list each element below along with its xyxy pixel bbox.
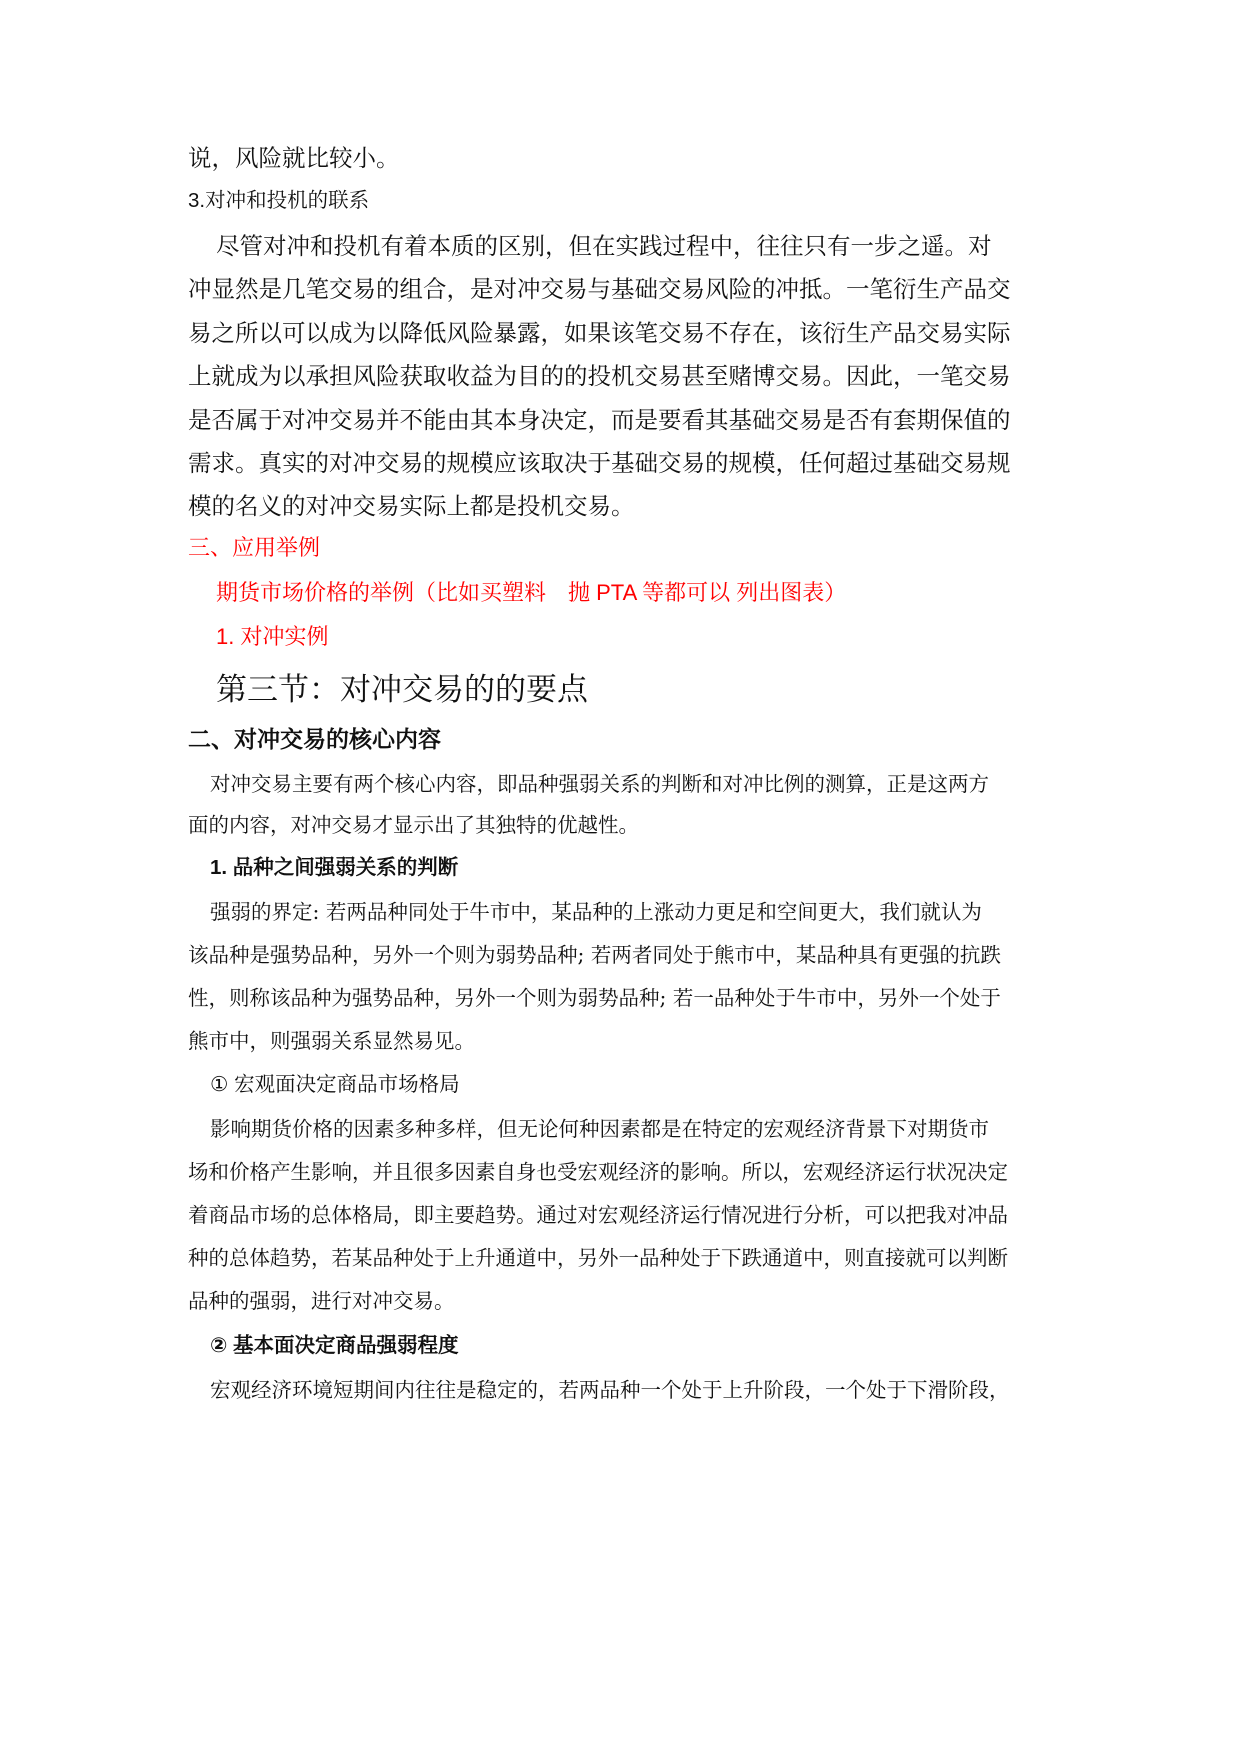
paragraph-line: 熊市中，则强弱关系显然易见。 [188,1029,475,1053]
heading-application-examples: 三、应用举例 [188,535,321,560]
subheading-hedge-speculation-relation: 3.对冲和投机的联系 [188,189,370,212]
paragraph-line: 宏观经济环境短期间内往往是稳定的，若两品种一个处于上升阶段，一个处于下滑阶段， [210,1378,1010,1402]
section-title: 第三节：对冲交易的的要点 [216,672,588,708]
paragraph-line: 面的内容，对冲交易才显示出了其独特的优越性。 [188,813,639,837]
paragraph-line: 品种的强弱，进行对冲交易。 [188,1289,455,1313]
list-item-hedge-example: 1. 对冲实例 [216,624,329,649]
heading-core-content: 二、对冲交易的核心内容 [188,726,441,752]
paragraph-line: 性，则称该品种为强势品种，另外一个则为弱势品种; 若一品种处于牛市中，另外一个处于 [188,986,1001,1010]
subheading-strength-judgment: 1. 品种之间强弱关系的判断 [210,856,459,879]
paragraph-line: 该品种是强势品种，另外一个则为弱势品种; 若两者同处于熊市中，某品种具有更强的抗跌 [188,943,1001,967]
paragraph-line: 是否属于对冲交易并不能由其本身决定，而是要看其基础交易是否有套期保值的 [188,406,1011,434]
paragraph-line: 上就成为以承担风险获取收益为目的的投机交易甚至赌博交易。因此，一笔交易 [188,362,1011,390]
text-line: 说，风险就比较小。 [188,144,400,172]
paragraph-line: 易之所以可以成为以降低风险暴露，如果该笔交易不存在，该衍生产品交易实际 [188,319,1011,347]
paragraph-line: 对冲交易主要有两个核心内容，即品种强弱关系的判断和对冲比例的测算，正是这两方 [210,772,989,796]
paragraph-line: 场和价格产生影响，并且很多因素自身也受宏观经济的影响。所以，宏观经济运行状况决定 [188,1160,1008,1184]
paragraph-line: 影响期货价格的因素多种多样，但无论何种因素都是在特定的宏观经济背景下对期货市 [210,1117,989,1141]
paragraph-line: 尽管对冲和投机有着本质的区别，但在实践过程中，往往只有一步之遥。对 [216,232,992,260]
paragraph-line: 冲显然是几笔交易的组合，是对冲交易与基础交易风险的冲抵。一笔衍生产品交 [188,275,1011,303]
subheading-fundamentals: ② 基本面决定商品强弱程度 [210,1334,459,1357]
paragraph-line: 强弱的界定: 若两品种同处于牛市中，某品种的上涨动力更足和空间更大，我们就认为 [210,900,982,924]
paragraph-line: 种的总体趋势，若某品种处于上升通道中，另外一品种处于下跌通道中，则直接就可以判断 [188,1246,1008,1270]
application-note: 期货市场价格的举例（比如买塑料 抛 PTA 等都可以 列出图表） [216,580,847,605]
paragraph-line: 着商品市场的总体格局，即主要趋势。通过对宏观经济运行情况进行分析，可以把我对冲品 [188,1203,1008,1227]
paragraph-line: 需求。真实的对冲交易的规模应该取决于基础交易的规模，任何超过基础交易规 [188,449,1011,477]
paragraph-line: 模的名义的对冲交易实际上都是投机交易。 [188,492,635,520]
subheading-macro: ① 宏观面决定商品市场格局 [210,1073,460,1096]
